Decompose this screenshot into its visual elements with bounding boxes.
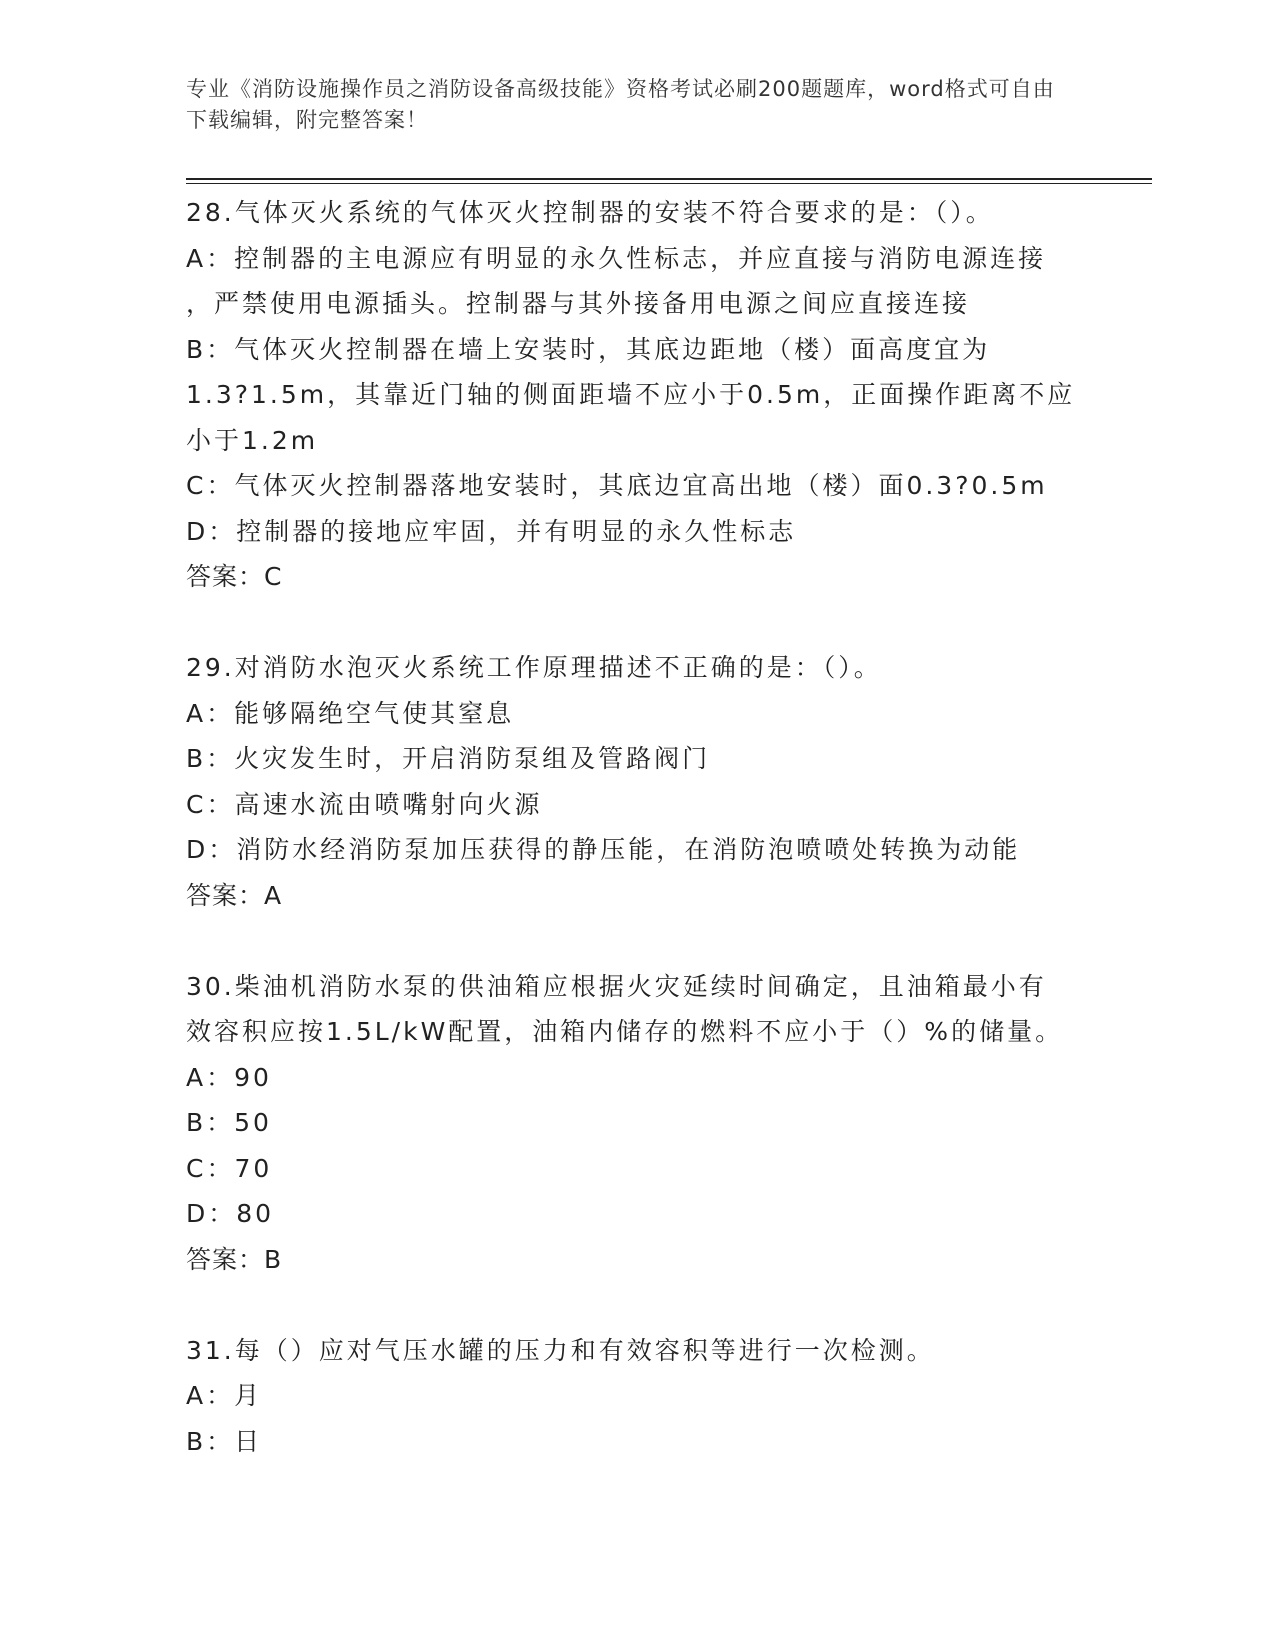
option-line: 1.3?1.5m，其靠近门轴的侧面距墙不应小于0.5m，正面操作距离不应 <box>186 380 1076 409</box>
question-list <box>186 190 1086 1510</box>
question-stem: 效容积应按1.5L/kW配置，油箱内储存的燃料不应小于（）%的储量。 <box>186 1017 1064 1046</box>
option-line: B：火灾发生时，开启消防泵组及管路阀门 <box>186 744 711 773</box>
question-28 <box>186 190 1086 600</box>
question-30 <box>186 964 1086 1283</box>
option-line: B：日 <box>186 1426 263 1456</box>
option-line: D：消防水经消防泵加压获得的静压能，在消防泡喷喷处转换为动能 <box>186 835 1021 864</box>
option-line: C：高速水流由喷嘴射向火源 <box>186 789 543 819</box>
option-line: D：80 <box>186 1199 275 1228</box>
header-rule-thick <box>186 178 1152 180</box>
question-stem: 31.每（）应对气压水罐的压力和有效容积等进行一次检测。 <box>186 1335 935 1365</box>
option-line: A：90 <box>186 1062 272 1092</box>
answer-line: 答案：C <box>186 562 283 591</box>
question-stem: 30.柴油机消防水泵的供油箱应根据火灾延续时间确定，且油箱最小有 <box>186 971 1047 1001</box>
option-line: A：月 <box>186 1381 263 1410</box>
option-line: 小于1.2m <box>186 425 319 455</box>
option-line: A：控制器的主电源应有明显的永久性标志，并应直接与消防电源连接 <box>186 243 1047 273</box>
answer-line: 答案：B <box>186 1244 283 1274</box>
answer-line: 答案：A <box>186 880 283 910</box>
option-line: B：气体灭火控制器在墙上安装时，其底边距地（楼）面高度宜为 <box>186 334 991 364</box>
option-line: C：70 <box>186 1153 273 1183</box>
question-29 <box>186 645 1086 918</box>
option-line: A：能够隔绝空气使其窒息 <box>186 698 515 728</box>
option-line: D：控制器的接地应牢固，并有明显的永久性标志 <box>186 516 797 546</box>
question-stem: 28.气体灭火系统的气体灭火控制器的安装不符合要求的是：（）。 <box>186 198 994 227</box>
option-line: B：50 <box>186 1108 272 1137</box>
option-line: ，严禁使用电源插头。控制器与其外接备用电源之间应直接连接 <box>186 289 971 318</box>
option-line: C：气体灭火控制器落地安装时，其底边宜高出地（楼）面0.3?0.5m <box>186 471 1048 500</box>
header-rule-thin <box>186 183 1152 184</box>
question-stem: 29.对消防水泡灭火系统工作原理描述不正确的是：（）。 <box>186 653 882 682</box>
question-31 <box>186 1328 1086 1465</box>
document-header: 专业《消防设施操作员之消防设备高级技能》资格考试必刷200题题库，word格式可自由下载编辑，附完整答案！ <box>186 77 1055 132</box>
